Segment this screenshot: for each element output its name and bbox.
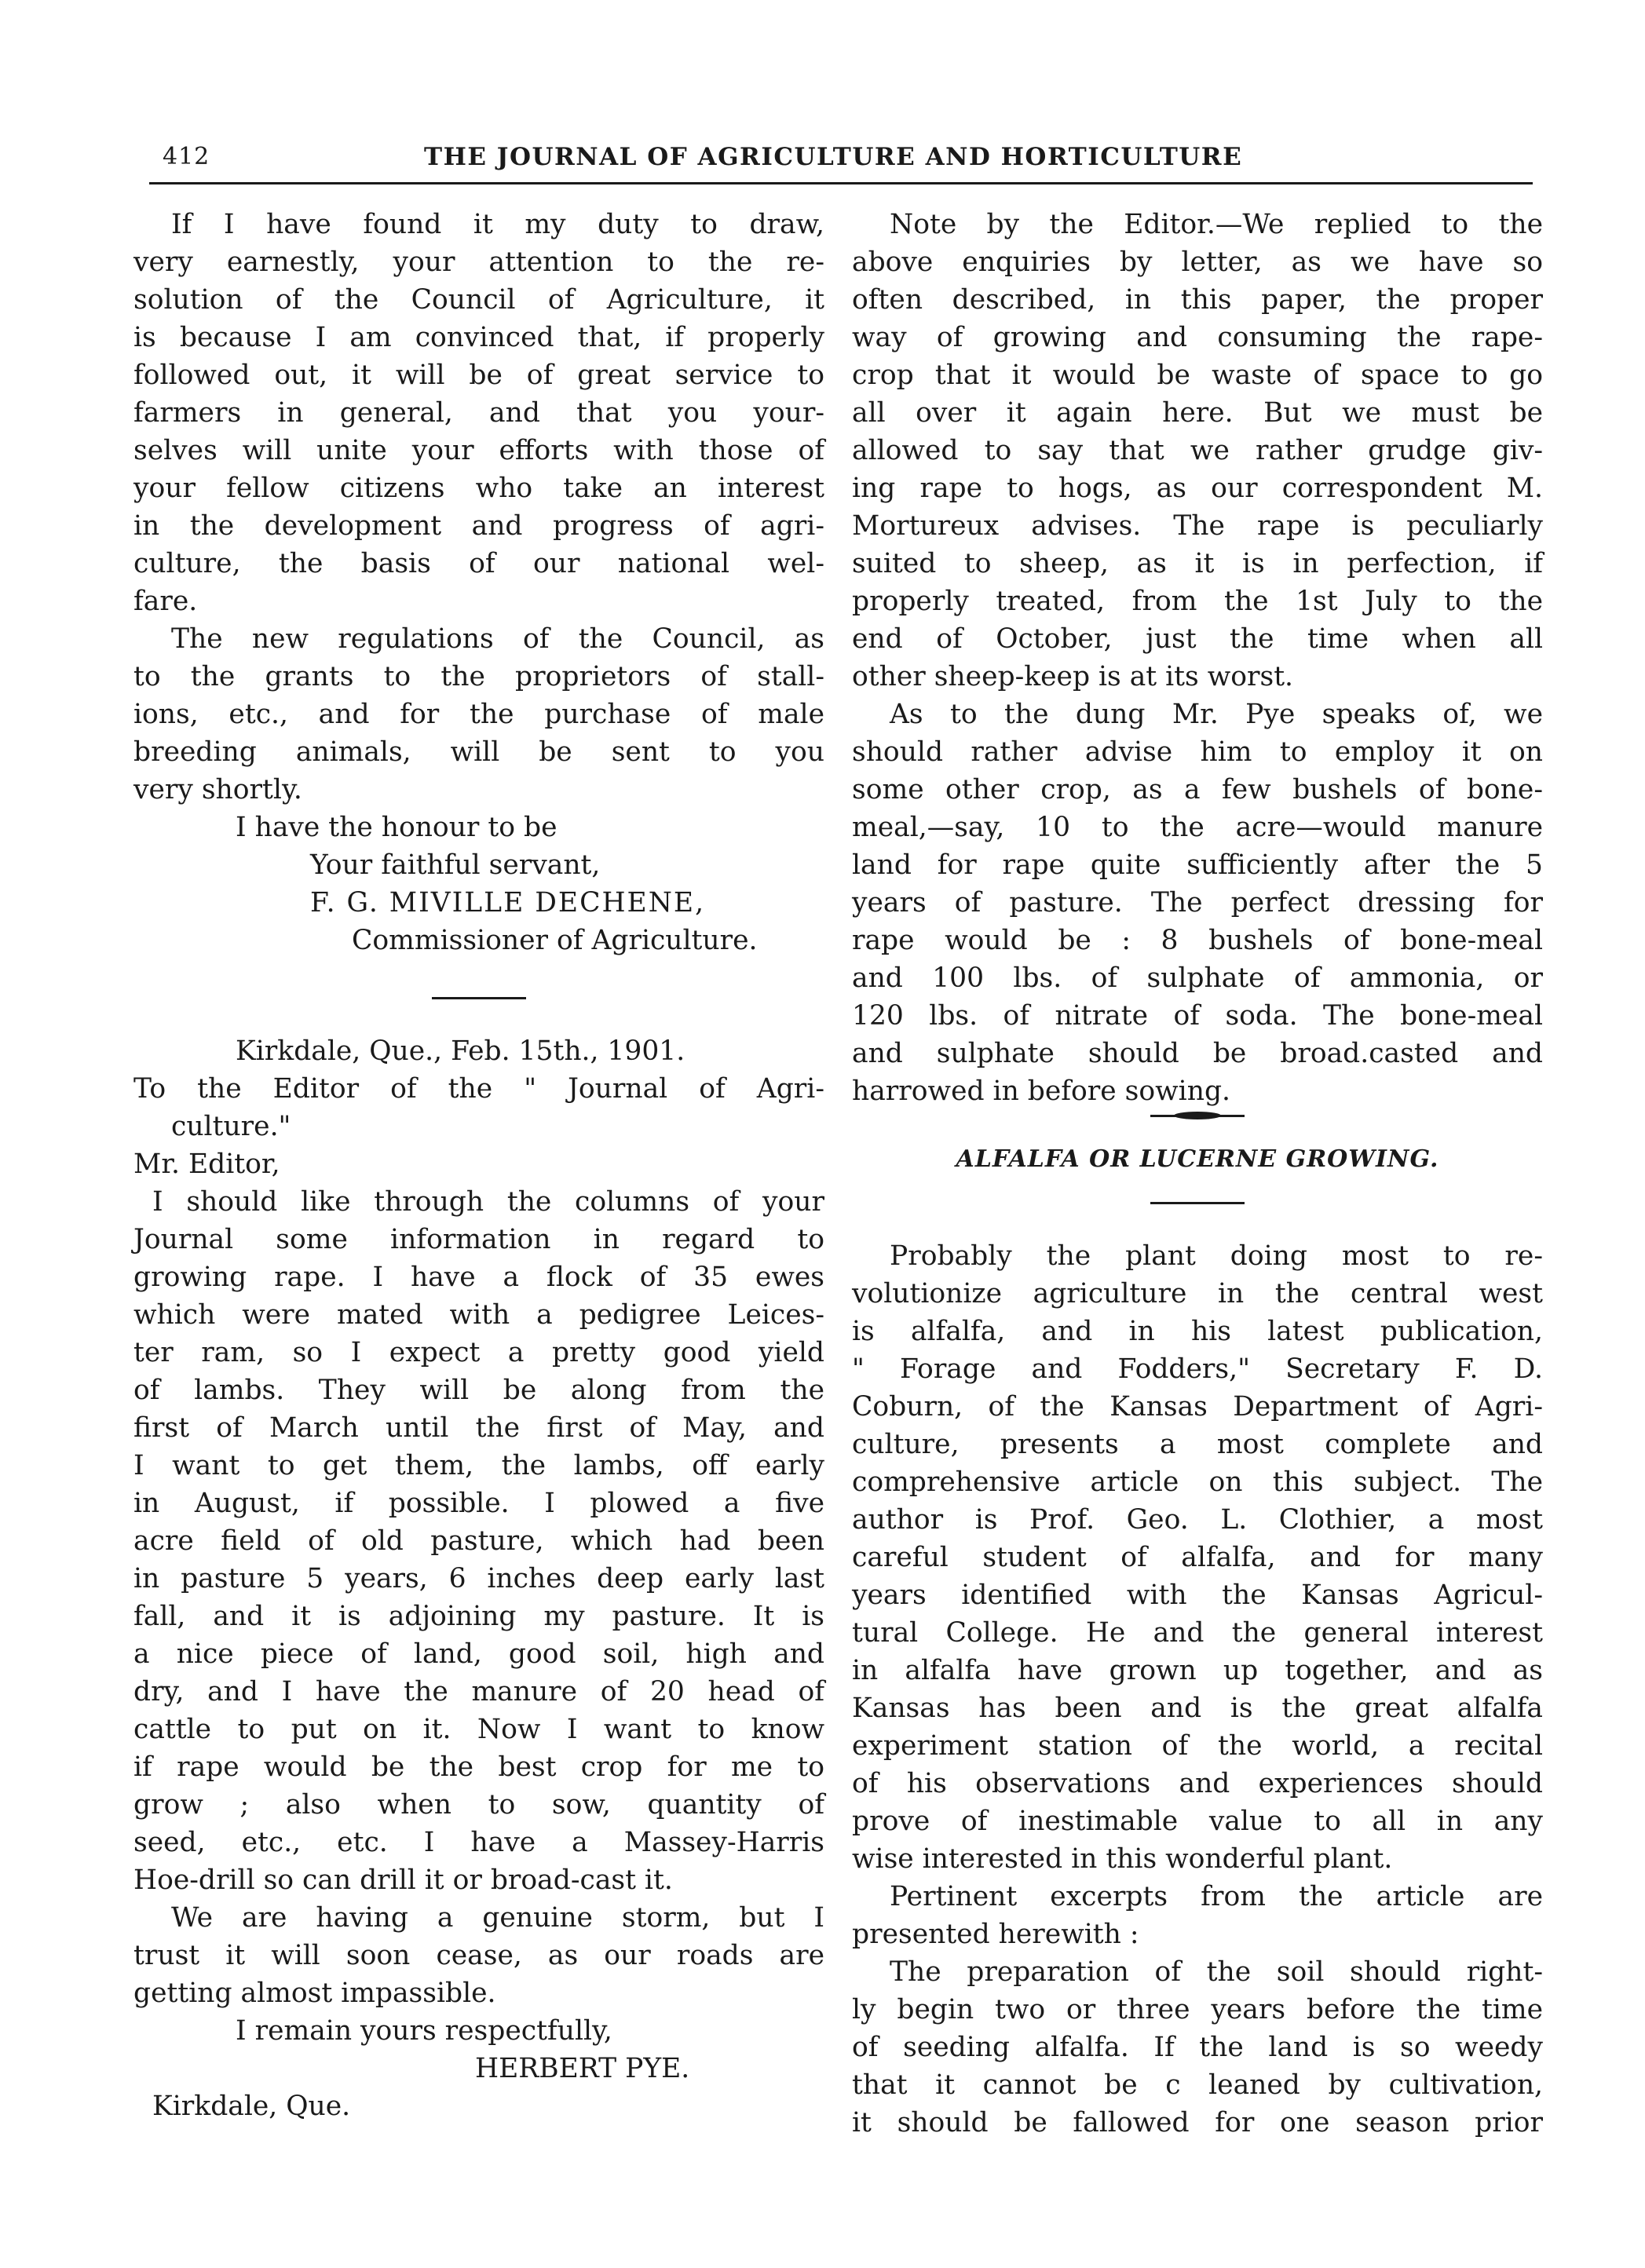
text-line: years of pasture. The perfect dressing for	[852, 887, 1543, 919]
text-line: end of October, just the time when all	[852, 623, 1543, 655]
section-divider	[1150, 1202, 1245, 1204]
text-line: If I have found it my duty to draw,	[171, 209, 824, 240]
text-line: often described, in this paper, the proper	[852, 284, 1543, 316]
text-line: tural College. He and the general interest	[852, 1617, 1543, 1649]
text-line: other sheep-keep is at its worst.	[852, 661, 1294, 692]
text-line: first of March until the first of May, and	[133, 1412, 824, 1444]
right-column	[852, 206, 1543, 2142]
text-line: careful student of alfalfa, and for many	[852, 1542, 1543, 1573]
paragraph-excerpts	[852, 1878, 1543, 1953]
text-line: 120 lbs. of nitrate of soda. The bone-meal	[852, 1000, 1543, 1032]
dateline: Kirkdale, Que., Feb. 15th., 1901.	[236, 1035, 685, 1067]
closing-line: I remain yours respectfully,	[236, 2015, 612, 2047]
text-line: The preparation of the soil should right-	[890, 1956, 1543, 1988]
text-line: of lambs. They will be along from the	[133, 1375, 824, 1406]
paragraph-new-regulations	[133, 620, 824, 809]
text-line: and sulphate should be broad.casted and	[852, 1038, 1543, 1069]
text-line: that it cannot be c leaned by cultivation,	[852, 2069, 1543, 2101]
text-line: solution of the Council of Agriculture, it	[133, 284, 824, 316]
text-line: cattle to put on it. Now I want to know	[133, 1714, 824, 1745]
text-line: author is Prof. Geo. L. Clothier, a most	[852, 1504, 1543, 1536]
journal-title: THE JOURNAL OF AGRICULTURE AND HORTICULTURE	[424, 143, 1243, 171]
text-line: if rape would be the best crop for me to	[133, 1751, 824, 1783]
text-line: very earnestly, your attention to the re-	[133, 247, 824, 278]
text-line: volutionize agriculture in the central west	[852, 1278, 1543, 1309]
text-line: in pasture 5 years, 6 inches deep early last	[133, 1563, 824, 1594]
text-line: way of growing and consuming the rape-	[852, 322, 1543, 353]
text-line: Kansas has been and is the great alfalfa	[852, 1693, 1543, 1724]
text-line: As to the dung Mr. Pye speaks of, we	[890, 699, 1543, 730]
signature-title: Commissioner of Agriculture.	[352, 925, 758, 956]
text-line: fall, and it is adjoining my pasture. It is	[133, 1601, 824, 1632]
paragraph-dung	[852, 696, 1543, 1110]
salutation: Mr. Editor,	[133, 1149, 280, 1180]
text-line: a nice piece of land, good soil, high and	[133, 1638, 824, 1670]
text-line: years identified with the Kansas Agricul-	[852, 1580, 1543, 1611]
text-line: fare.	[133, 586, 198, 617]
text-line: experiment station of the world, a recital	[852, 1730, 1543, 1762]
text-line: Mortureux advises. The rape is peculiarly	[852, 510, 1543, 542]
text-line: Note by the Editor.—We replied to the	[890, 209, 1543, 240]
closing-commissioner	[133, 809, 824, 959]
text-line: trust it will soon cease, as our roads are	[133, 1940, 824, 1971]
text-line: harrowed in before sowing.	[852, 1076, 1230, 1107]
text-line: breeding animals, will be sent to you	[133, 736, 824, 768]
text-line: is alfalfa, and in his latest publication,	[852, 1316, 1543, 1347]
text-line: acre field of old pasture, which had been	[133, 1525, 824, 1557]
text-line: all over it again here. But we must be	[852, 397, 1543, 429]
text-line: is because I am convinced that, if properly	[133, 322, 824, 353]
text-line: above enquiries by letter, as we have so	[852, 247, 1543, 278]
text-line: To the Editor of the " Journal of Agri-	[133, 1073, 824, 1105]
text-line: suited to sheep, as it is in perfection, if	[852, 548, 1543, 579]
text-line: followed out, it will be of great service to	[133, 360, 824, 391]
text-line: properly treated, from the 1st July to the	[852, 586, 1543, 617]
text-line: The new regulations of the Council, as	[171, 623, 824, 655]
paragraph-council-resolution	[133, 206, 824, 620]
text-line: Probably the plant doing most to re-	[890, 1240, 1543, 1272]
text-line: culture."	[171, 1111, 291, 1142]
text-line: very shortly.	[133, 774, 302, 805]
text-line: and 100 lbs. of sulphate of ammonia, or	[852, 962, 1543, 994]
text-line: it should be fallowed for one season prior	[852, 2107, 1543, 2138]
signature-pye: HERBERT PYE.	[475, 2053, 690, 2084]
text-line: crop that it would be waste of space to go	[852, 360, 1543, 391]
text-line: selves will unite your efforts with those of	[133, 435, 824, 466]
header-rule	[149, 182, 1533, 184]
editor-note	[852, 206, 1543, 696]
page-number: 412	[163, 143, 210, 170]
text-line: wise interested in this wonderful plant.	[852, 1843, 1393, 1875]
text-line: which were mated with a pedigree Leices-	[133, 1299, 824, 1331]
text-line: some other crop, as a few bushels of bone-	[852, 774, 1543, 805]
signature-commissioner: F. G. MIVILLE DECHENE,	[310, 887, 706, 919]
text-line: seed, etc., etc. I have a Massey-Harris	[133, 1827, 824, 1858]
text-line: Coburn, of the Kansas Department of Agri-	[852, 1391, 1543, 1423]
text-line: ter ram, so I expect a pretty good yield	[133, 1337, 824, 1368]
text-line: to the grants to the proprietors of stall-	[133, 661, 824, 692]
text-line: ly begin two or three years before the time	[852, 1994, 1543, 2025]
text-line: farmers in general, and that you your-	[133, 397, 824, 429]
text-line: grow ; also when to sow, quantity of	[133, 1789, 824, 1821]
paragraph-soil-preparation	[852, 1953, 1543, 2142]
text-line: allowed to say that we rather grudge giv-	[852, 435, 1543, 466]
text-line: meal,—say, 10 to the acre—would manure	[852, 812, 1543, 843]
text-line: Hoe-drill so can drill it or broad-cast it.	[133, 1864, 673, 1896]
letter-pye	[133, 1032, 824, 2125]
section-divider	[432, 997, 526, 999]
paragraph-alfalfa-intro	[852, 1237, 1543, 1878]
closing-line: I have the honour to be	[236, 812, 557, 843]
text-line: dry, and I have the manure of 20 head of	[133, 1676, 824, 1707]
text-line: presented herewith :	[852, 1919, 1139, 1950]
running-header	[153, 140, 1535, 179]
text-line: " Forage and Fodders," Secretary F. D.	[852, 1353, 1543, 1385]
text-line: comprehensive article on this subject. The	[852, 1466, 1543, 1498]
left-column	[133, 206, 824, 2125]
text-line: culture, presents a most complete and	[852, 1429, 1543, 1460]
text-line: ing rape to hogs, as our correspondent M.	[852, 473, 1543, 504]
ornamental-divider	[1150, 1115, 1245, 1117]
text-line: in August, if possible. I plowed a five	[133, 1488, 824, 1519]
closing-line: Your faithful servant,	[310, 849, 601, 881]
text-line: in alfalfa have grown up together, and as	[852, 1655, 1543, 1686]
text-line: in the development and progress of agri-	[133, 510, 824, 542]
text-line: should rather advise him to employ it on	[852, 736, 1543, 768]
text-line: of seeding alfalfa. If the land is so weedy	[852, 2032, 1543, 2063]
text-line: rape would be : 8 bushels of bone-meal	[852, 925, 1543, 956]
text-line: I want to get them, the lambs, off early	[133, 1450, 824, 1481]
text-line: Pertinent excerpts from the article are	[890, 1881, 1543, 1912]
text-line: of his observations and experiences should	[852, 1768, 1543, 1799]
text-line: I should like through the columns of your	[152, 1186, 824, 1218]
text-line: We are having a genuine storm, but I	[171, 1902, 824, 1934]
section-title: ALFALFA OR LUCERNE GROWING.	[956, 1145, 1439, 1173]
text-line: prove of inestimable value to all in any	[852, 1806, 1543, 1837]
text-line: growing rape. I have a flock of 35 ewes	[133, 1262, 824, 1293]
text-line: culture, the basis of our national wel-	[133, 548, 824, 579]
place-line: Kirkdale, Que.	[152, 2091, 351, 2122]
text-line: ions, etc., and for the purchase of male	[133, 699, 824, 730]
text-line: Journal some information in regard to	[133, 1224, 824, 1255]
text-line: getting almost impassible.	[133, 1978, 496, 2009]
text-line: your fellow citizens who take an interest	[133, 473, 824, 504]
text-line: land for rape quite sufficiently after the 5	[852, 849, 1543, 881]
